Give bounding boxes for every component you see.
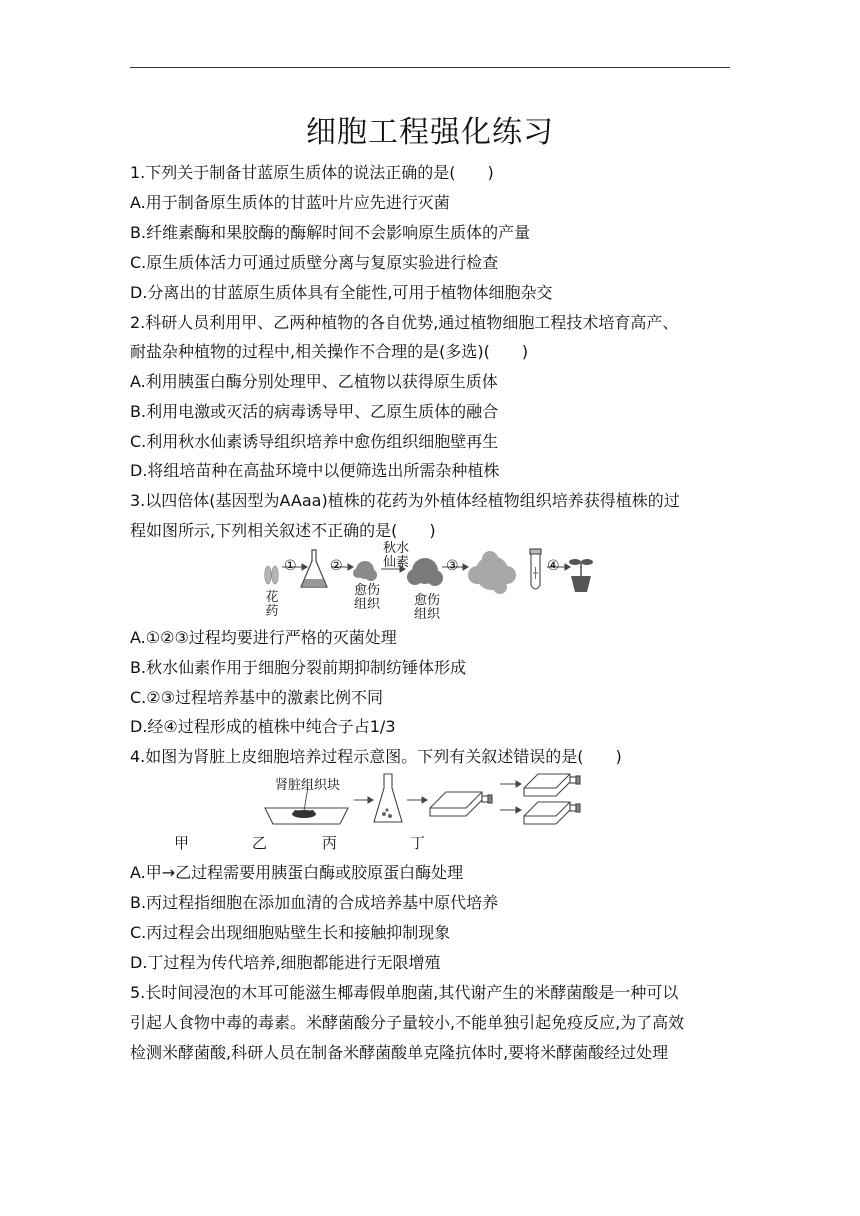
q1-option-c: C.原生质体活力可通过质壁分离与复原实验进行检查 bbox=[130, 253, 499, 272]
q4-stem: 4.如图为肾脏上皮细胞培养过程示意图。下列有关叙述错误的是( ) bbox=[130, 747, 622, 766]
q3-stem-line1: 3.以四倍体(基因型为AAaa)植株的花药为外植体经植物组织培养获得植株的过 bbox=[130, 491, 680, 510]
q4-option-a: A.甲→乙过程需要用胰蛋白酶或胶原蛋白酶处理 bbox=[130, 863, 464, 882]
callus-small bbox=[353, 561, 377, 581]
arrow-a bbox=[354, 797, 373, 803]
q4-option-d: D.丁过程为传代培养,细胞都能进行无限增殖 bbox=[130, 953, 441, 972]
conical-flask-icon bbox=[374, 774, 402, 822]
q4-option-b: B.丙过程指细胞在添加血清的合成培养基中原代培养 bbox=[130, 893, 499, 912]
q1-option-d: D.分离出的甘蓝原生质体具有全能性,可用于植物体细胞杂交 bbox=[130, 283, 553, 302]
anther-icon bbox=[265, 566, 279, 584]
step-2-label: ② bbox=[330, 558, 343, 574]
q2-option-c: C.利用秋水仙素诱导组织培养中愈伤组织细胞壁再生 bbox=[130, 432, 499, 451]
q2-option-b: B.利用电激或灭活的病毒诱导甲、乙原生质体的融合 bbox=[130, 402, 499, 421]
stage-label-jia: 甲 bbox=[174, 834, 190, 852]
stage-label-yi: 乙 bbox=[252, 834, 268, 852]
header-rule bbox=[130, 67, 730, 68]
stage-label-bing: 丙 bbox=[322, 834, 338, 852]
arrow-c bbox=[500, 781, 521, 787]
q4-option-c: C.丙过程会出现细胞贴壁生长和接触抑制现象 bbox=[130, 923, 451, 942]
q2-stem-line2: 耐盐杂种植物的过程中,相关操作不合理的是(多选)( ) bbox=[130, 342, 529, 361]
q1-stem: 1.下列关于制备甘蓝原生质体的说法正确的是( ) bbox=[130, 163, 494, 182]
q2-option-a: A.利用胰蛋白酶分别处理甲、乙植物以获得原生质体 bbox=[130, 372, 498, 391]
anther-label: 花药 bbox=[265, 590, 279, 619]
q5-stem-line3: 检测米酵菌酸,科研人员在制备米酵菌酸单克隆抗体时,要将米酵菌酸经过处理 bbox=[130, 1043, 669, 1062]
arrow-b bbox=[407, 797, 427, 803]
q2-stem-line1: 2.科研人员利用甲、乙两种植物的各自优势,通过植物细胞工程技术培育高产、 bbox=[130, 313, 679, 332]
arrow-d bbox=[500, 807, 521, 813]
q5-stem-line2: 引起人食物中毒的毒素。米酵菌酸分子量较小,不能单独引起免疫反应,为了高效 bbox=[130, 1013, 685, 1032]
q3-stem-line2: 程如图所示,下列相关叙述不正确的是( ) bbox=[130, 521, 436, 540]
q3-option-b: B.秋水仙素作用于细胞分裂前期抑制纺锤体形成 bbox=[130, 658, 467, 677]
callus-label-1: 愈伤组织 bbox=[353, 583, 380, 612]
test-tube-icon bbox=[530, 549, 541, 589]
q1-option-b: B.纤维素酶和果胶酶的酶解时间不会影响原生质体的产量 bbox=[130, 223, 531, 242]
step-3-label: ③ bbox=[446, 558, 459, 574]
callus-label-2: 愈伤组织 bbox=[413, 593, 440, 622]
q2-option-d: D.将组培苗种在高盐环境中以便筛选出所需杂种植株 bbox=[130, 461, 500, 480]
q3-option-d: D.经④过程形成的植株中纯合子占1/3 bbox=[130, 717, 396, 736]
page-title: 细胞工程强化练习 bbox=[306, 115, 554, 150]
tissue-label: 肾脏组织块 bbox=[275, 778, 341, 793]
potted-plant-icon bbox=[569, 559, 593, 592]
step-4-label: ④ bbox=[547, 558, 560, 574]
culture-bottle-1 bbox=[430, 792, 492, 816]
colchicine-label: 秋水仙素 bbox=[382, 541, 409, 570]
q5-stem-line1: 5.长时间浸泡的木耳可能滋生椰毒假单胞菌,其代谢产生的米酵菌酸是一种可以 bbox=[130, 983, 679, 1002]
culture-bottle-3 bbox=[524, 802, 580, 824]
q3-option-a: A.①②③过程均要进行严格的灭菌处理 bbox=[130, 628, 397, 647]
q1-option-a: A.用于制备原生质体的甘蓝叶片应先进行灭菌 bbox=[130, 193, 450, 212]
q3-option-c: C.②③过程培养基中的激素比例不同 bbox=[130, 688, 383, 707]
callus-large bbox=[468, 551, 516, 594]
step-1-label: ① bbox=[284, 558, 297, 574]
tissue-pieces bbox=[292, 810, 316, 818]
stage-label-ding: 丁 bbox=[410, 834, 426, 852]
culture-bottle-2 bbox=[524, 774, 580, 796]
callus-medium bbox=[407, 558, 443, 586]
